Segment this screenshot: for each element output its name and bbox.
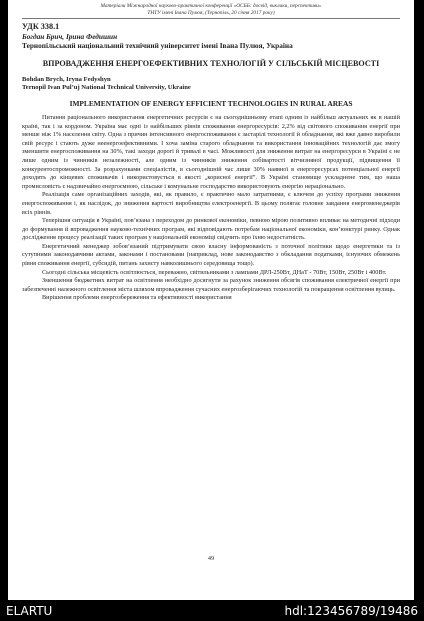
- conference-header: [22, 3, 400, 16]
- repository-label: ELARTU: [6, 604, 53, 618]
- paragraph-1: Питання раціонального використання енергетичних ресурсів є на сьогоднішньому етапі одним із найбільш актуальних як в нашій країні, так і за кордоном. Україна має одні із найбільших рівнів споживання енергоресурсів: 2,2% від світового споживання енергії при менше ніж 1% населення світу. Одна з причин інтенсивного енергоспоживання є застарілі технології й обладнання, які вже давно виробили свій ресурс і стають дуже неенергоефективними. І хоча заміна старого обладнання та використання інноваційних технологій дає змогу зменшити енергоспоживання на 30%, такі заходи дорогі й тривалі в часі. Можливості для зниження витрат на енергоресурси в Україні є не лише одним із чинників незалежності, але одним із чинників зниження собівартості вітчизняної продукції, підвищення її конкурентоспроможності. За розрахунками спеціалістів, в сьогоднішній час лише 30% наявної в енергоресурсах потенціальної енергії доходить до кінцевих споживачів і використовується в якості „корисної енергії”. В Україні становище ускладнене тим, що наша промисловість є надзвичайно енергоємною, сільське і комунальне господарство використовують енергію нераціонально.: [22, 113, 400, 190]
- conference-header-line-2: ТНТУ імені Івана Пулюя, (Тернопіль, 20 січня 2017 року): [147, 9, 275, 16]
- authors-ukrainian: Богдан Брич, Ірина Федишин: [22, 31, 118, 41]
- article: [22, 22, 400, 303]
- affiliation-ukrainian: Тернопільський національний технічний університет імені Івана Пулюя, Україна: [22, 41, 293, 51]
- header-rule: [22, 18, 400, 19]
- affiliation-english: Ternopil Ivan Pul’uj National Technical University, Ukraine: [22, 84, 191, 92]
- title-english: IMPLEMENTATION OF ENERGY EFFICIENT TECHNOLOGIES IN RURAL AREAS: [69, 98, 353, 108]
- title-ukrainian: ВПРОВАДЖЕННЯ ЕНЕРГОЕФЕКТИВНИХ ТЕХНОЛОГІЙ У СІЛЬСЬКІЙ МІСЦЕВОСТІ: [42, 59, 380, 69]
- conference-header-line-1: Матеріали Міжнародної науково-практичної конференції «ОСББ: досвід, виклики, перспективи»: [100, 3, 322, 9]
- viewer-footer-bar: [0, 600, 424, 620]
- paragraph-6: Зменшення бюджетних витрат на освітлення необхідно досягнути за рахунок зниження обсягів споживання електричної енергії при забезпеченні належного освітлення міста шляхом впровадження сучасних енергозберігаючих технологій та покращення освітлення вулиць.: [22, 277, 400, 293]
- udk-code: УДК 338.1: [22, 22, 60, 31]
- paragraph-7: Вирішення проблеми енергозбереження та ефективності використання: [42, 294, 232, 302]
- paragraph-4: Енергетичний менеджер зобов’язаний підтримувати свою власну інформованість з поточної політики щодо енергетики та із сутупними законодавчими актами, законами і постановами (наприклад, нове законодавство з обкладання податками, існуючих обмежень рівня споживання енергії, субсидій, питань захисту навколишнього середовища тощо).: [22, 242, 400, 268]
- paragraph-5: Сьогодні сільська місцевість освітлюється, переважно, світильниками з лампами ДРЛ-250Вт, ДНаТ - 70Вт, 150Вт, 250Вт і 400Вт.: [42, 268, 387, 276]
- authors-english: Bohdan Brych, Iryna Fedyshyn: [22, 75, 111, 83]
- document-page: [8, 0, 414, 600]
- paragraph-2: Реалізація саме організаційних заходів, які, як правило, є практично мало затратними, є ключем до успіху програми зниження енергоспоживання і, як наслідок, до зниження вартості виробництва електроенергії. В цьому полягає головне завдання енергоменеджерів всіх рівнів.: [22, 191, 400, 216]
- handle-identifier: hdl:123456789/19486: [284, 604, 418, 618]
- paragraph-3: Теперішня ситуація в Україні, пов’язана з переходом до ринкової економіки, певною мірою позитивно впливає на методичні підходи до формування й впровадження науково-технічних програм, які відповідають потребам національної економіки, кон’юнктурі ринку. Однак дослідження процесу реалізації таких програм у національній економіці свідчить про їхню недостатність.: [22, 217, 400, 242]
- page-number: 49: [207, 555, 215, 562]
